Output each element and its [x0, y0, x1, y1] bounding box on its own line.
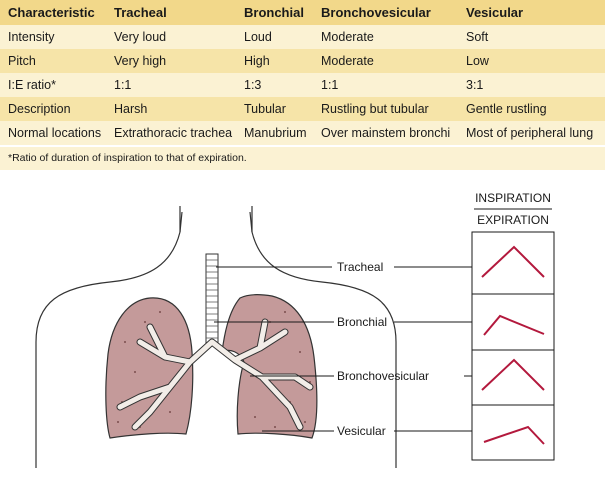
table-cell: Manubrium: [244, 126, 307, 140]
label-vesicular: Vesicular: [337, 424, 386, 438]
lung-diagram: [0, 172, 605, 479]
waveform-bronchial: [484, 316, 544, 335]
label-bronchial: Bronchial: [337, 315, 388, 329]
table-cell: 1:3: [244, 78, 262, 92]
table-cell: Most of peripheral lung: [466, 126, 594, 140]
table-cell: Rustling but tubular: [321, 102, 429, 116]
table-cell: High: [244, 54, 270, 68]
table-cell: Very loud: [114, 30, 167, 44]
table-cell: 1:1: [321, 78, 339, 92]
label-tracheal: Tracheal: [337, 260, 384, 274]
table-cell: Harsh: [114, 102, 148, 116]
legend-inspiration: INSPIRATION: [475, 191, 551, 205]
waveform-bronchovesicular: [482, 360, 544, 390]
table-cell: Normal locations: [8, 126, 102, 140]
table-row: [0, 73, 605, 97]
header-characteristic: Characteristic: [8, 5, 95, 20]
table-row: [0, 97, 605, 121]
waveform-tracheal: [482, 247, 544, 277]
table-cell: 1:1: [114, 78, 132, 92]
header-tracheal: Tracheal: [114, 5, 167, 20]
table-cell: Moderate: [321, 54, 374, 68]
header-bronchovesicular: Bronchovesicular: [321, 5, 431, 20]
table-header-row: [0, 0, 605, 25]
table-cell: Very high: [114, 54, 167, 68]
table-cell: 3:1: [466, 78, 484, 92]
table-cell: Moderate: [321, 30, 374, 44]
table-cell: Loud: [244, 30, 272, 44]
breath-sounds-table: [0, 0, 605, 145]
table-row: [0, 25, 605, 49]
table-cell: I:E ratio*: [8, 78, 56, 92]
waveform-boxes: [472, 232, 554, 460]
table-cell: Tubular: [244, 102, 286, 116]
table-row: [0, 49, 605, 73]
label-bronchovesicular: Bronchovesicular: [337, 369, 430, 383]
table-row: [0, 121, 605, 145]
table-cell: Pitch: [8, 54, 36, 68]
table-footnote: *Ratio of duration of inspiration to that of expiration.: [0, 147, 605, 170]
neck-outline: [180, 206, 252, 232]
table-cell: Over mainstem bronchi: [321, 126, 451, 140]
table-cell: Gentle rustling: [466, 102, 547, 116]
waveform-box-tracheal: [472, 232, 554, 294]
table-cell: Intensity: [8, 30, 55, 44]
table-cell: Description: [8, 102, 71, 116]
table-cell: Soft: [466, 30, 489, 44]
header-bronchial: Bronchial: [244, 5, 304, 20]
waveform-box-bronchovesicular: [472, 350, 554, 405]
waveform-vesicular: [484, 427, 544, 444]
table-cell: Low: [466, 54, 489, 68]
legend-expiration: EXPIRATION: [477, 213, 549, 227]
table-cell: Extrathoracic trachea: [114, 126, 233, 140]
header-vesicular: Vesicular: [466, 5, 524, 20]
right-lung: [222, 295, 317, 438]
